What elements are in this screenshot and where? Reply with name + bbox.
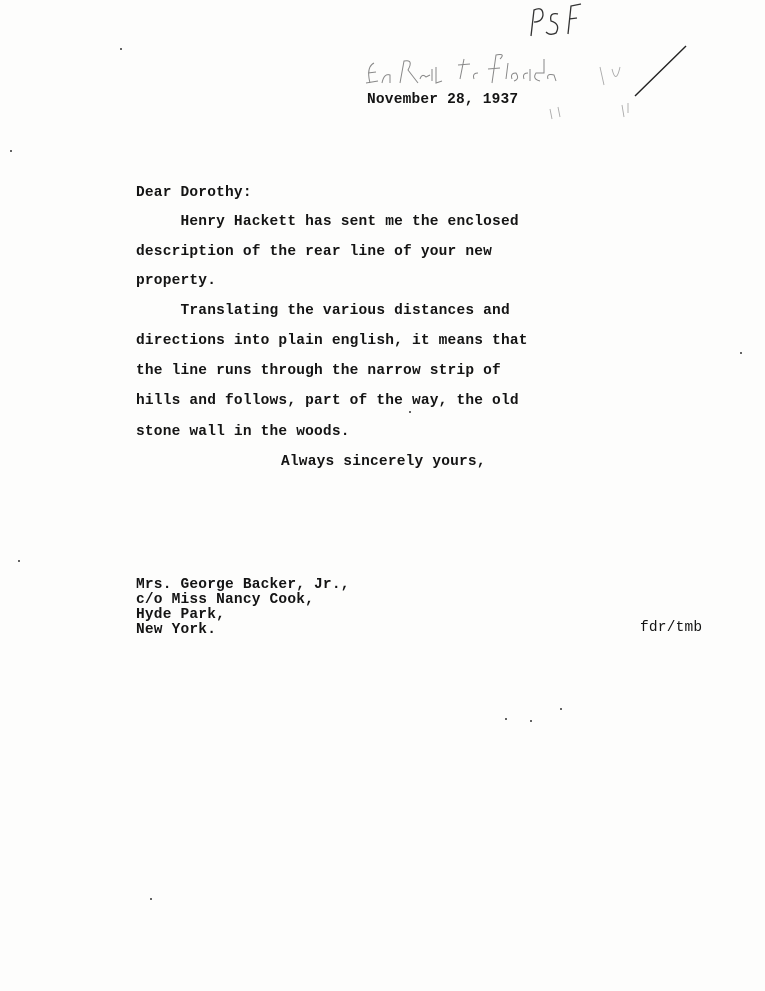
body-line: Henry Hackett has sent me the enclosed xyxy=(136,214,519,230)
letter-date: November 28, 1937 xyxy=(367,92,519,108)
body-line: the line runs through the narrow strip of xyxy=(136,363,501,379)
body-line: Translating the various distances and xyxy=(136,303,510,319)
scan-speck xyxy=(150,898,152,900)
address-line: Hyde Park, xyxy=(136,607,226,623)
scan-speck xyxy=(740,352,742,354)
scan-speck xyxy=(120,48,122,50)
scan-speck xyxy=(10,150,12,152)
body-line: directions into plain english, it means that xyxy=(136,333,528,349)
reference-initials: fdr/tmb xyxy=(640,620,703,636)
address-line: New York. xyxy=(136,622,217,638)
scan-speck xyxy=(530,720,532,722)
scan-speck xyxy=(18,560,20,562)
scan-speck xyxy=(505,718,507,720)
body-line: stone wall in the woods. xyxy=(136,424,350,440)
scan-speck xyxy=(560,708,562,710)
checkmark-slash xyxy=(630,40,690,100)
body-line: property. xyxy=(136,273,217,289)
scan-speck xyxy=(409,411,411,413)
address-line: c/o Miss Nancy Cook, xyxy=(136,592,315,608)
address-line: Mrs. George Backer, Jr., xyxy=(136,577,350,593)
body-line: hills and follows, part of the way, the old xyxy=(136,393,519,409)
body-line: description of the rear line of your new xyxy=(136,244,493,260)
handwritten-psf-mark xyxy=(525,0,585,42)
salutation: Dear Dorothy: xyxy=(136,185,252,201)
handwritten-route-note xyxy=(360,45,640,125)
closing: Always sincerely yours, xyxy=(281,454,486,470)
